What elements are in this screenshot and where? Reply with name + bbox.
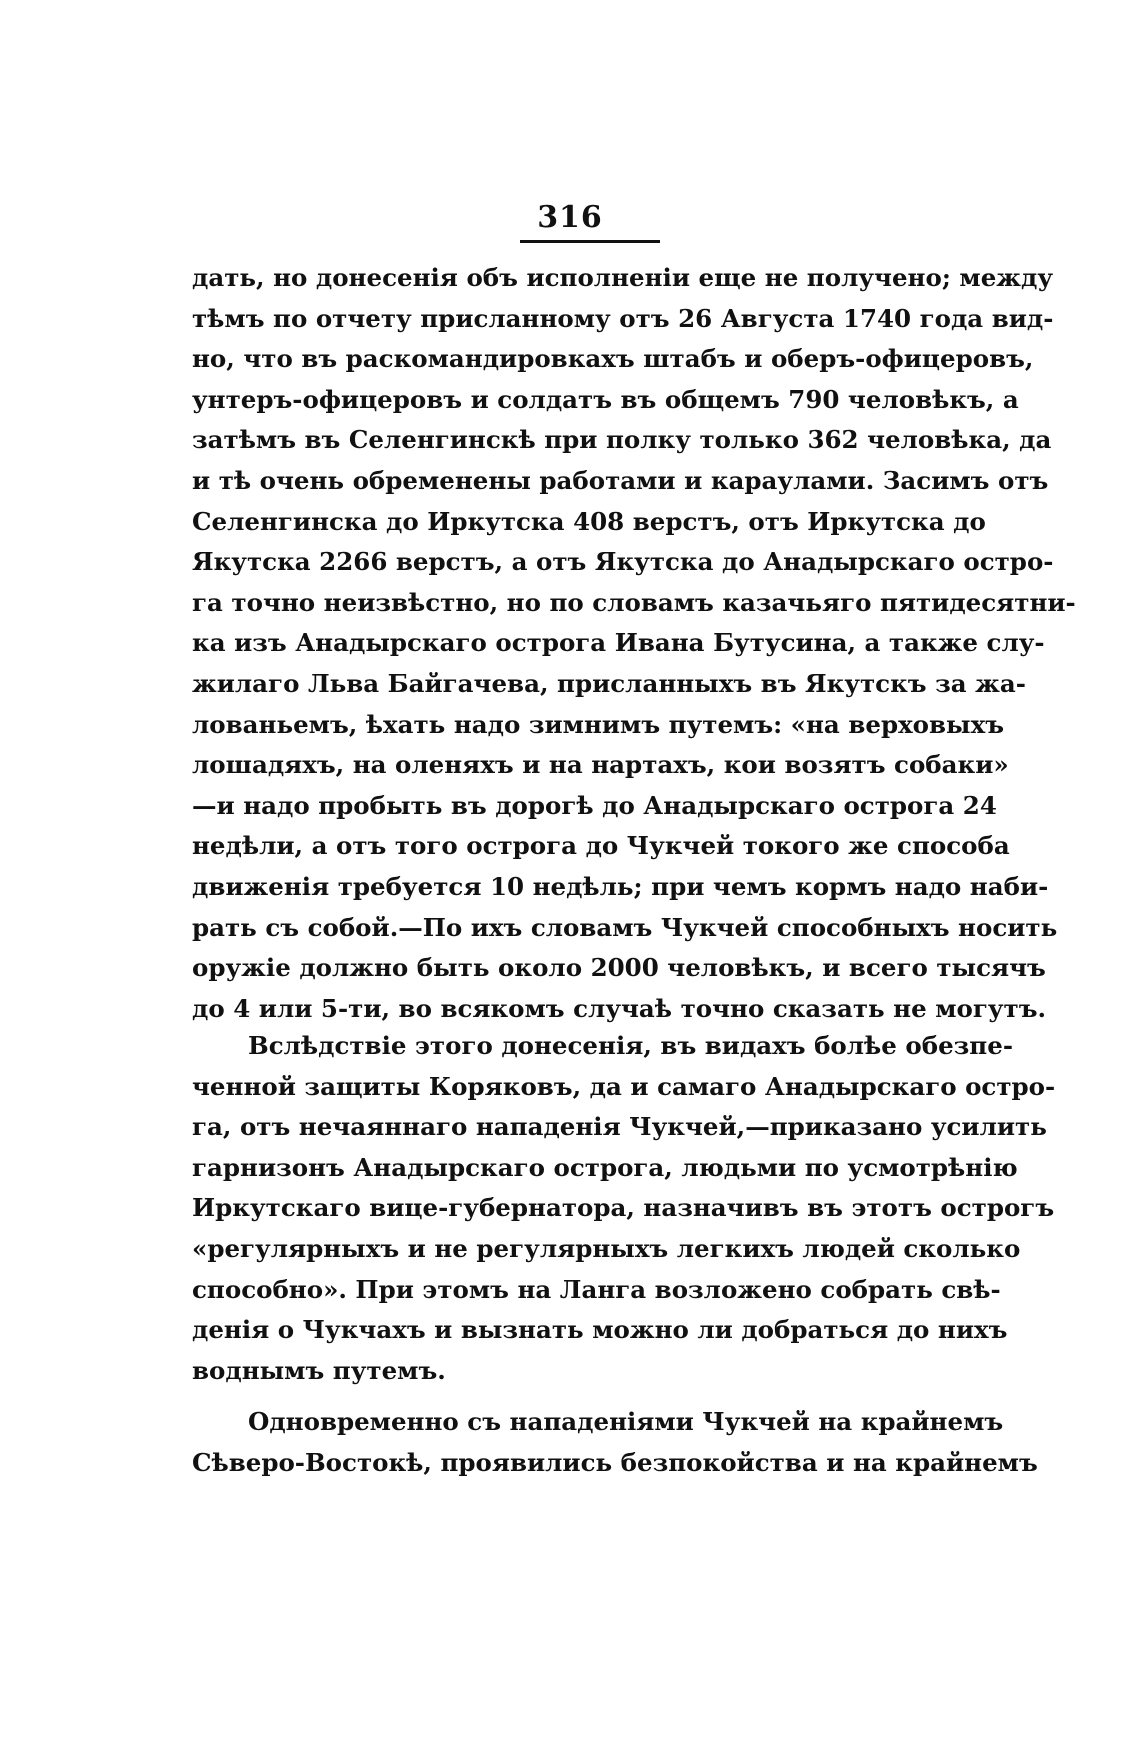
text-line: движенія требуется 10 недѣль; при чемъ кормъ надо наби- (192, 871, 1049, 901)
text-line: затѣмъ въ Селенгинскѣ при полку только 362 человѣка, да (192, 425, 1052, 455)
text-line: жилаго Льва Байгачева, присланныхъ въ Якутскъ за жа- (192, 668, 1026, 698)
text-line: ченной защиты Коряковъ, да и самаго Анадырскаго остро- (192, 1071, 1056, 1101)
text-line: способно». При этомъ на Ланга возложено собрать свѣ- (192, 1274, 1001, 1304)
text-line: Селенгинска до Иркутска 408 верстъ, отъ Иркутска до (192, 506, 986, 536)
text-line: оружіе должно быть около 2000 человѣкъ, и всего тысячъ (192, 953, 1046, 983)
text-line: га точно неизвѣстно, но по словамъ казачьяго пятидесятни- (192, 587, 1076, 617)
text-line: га, отъ нечаяннаго нападенія Чукчей,—приказано усилить (192, 1112, 1047, 1142)
text-line: и тѣ очень обременены работами и караулами. Засимъ отъ (192, 465, 1049, 495)
text-line: гарнизонъ Анадырскаго острога, людьми по усмотрѣнію (192, 1152, 1018, 1182)
text-line: ка изъ Анадырскаго острога Ивана Бутусина, а также слу- (192, 628, 1045, 658)
text-line: воднымъ путемъ. (192, 1355, 446, 1385)
text-line: дать, но донесенія объ исполненіи еще не получено; между (192, 263, 1054, 292)
text-line: до 4 или 5-ти, во всякомъ случаѣ точно сказать не могутъ. (192, 993, 1047, 1023)
text-line: рать съ собой.—По ихъ словамъ Чукчей способныхъ носить (192, 912, 1058, 942)
paragraph-1 (192, 258, 1076, 1029)
text-line: лошадяхъ, на оленяхъ и на нартахъ, кои возятъ собаки» (192, 750, 1009, 780)
page-number: 316 (537, 200, 603, 235)
text-line: но, что въ раскомандировкахъ штабъ и оберъ-офицеровъ, (192, 344, 1034, 374)
paragraph-2 (192, 1026, 1056, 1391)
text-line: «регулярныхъ и не регулярныхъ легкихъ людей сколько (192, 1233, 1021, 1263)
text-line: унтеръ-офицеровъ и солдатъ въ общемъ 790 человѣкъ, а (192, 384, 1019, 414)
header-rule (520, 240, 660, 243)
paragraph-3 (192, 1402, 1038, 1483)
text-line: —и надо пробыть въ дорогѣ до Анадырскаго острога 24 (192, 790, 997, 820)
text-line: Сѣверо-Востокѣ, проявились безпокойства и на крайнемъ (192, 1447, 1038, 1477)
text-line: тѣмъ по отчету присланному отъ 26 Августа 1740 года вид- (192, 303, 1054, 333)
text-line: лованьемъ, ѣхать надо зимнимъ путемъ: «на верховыхъ (192, 709, 1005, 739)
text-line: Одновременно съ нападеніями Чукчей на крайнемъ (248, 1407, 1004, 1436)
text-line: Якутска 2266 верстъ, а отъ Якутска до Анадырскаго остро- (192, 547, 1054, 577)
text-line: Иркутскаго вице-губернатора, назначивъ въ этотъ острогъ (192, 1193, 1055, 1223)
text-line: денія о Чукчахъ и вызнать можно ли добраться до нихъ (192, 1315, 1008, 1345)
text-line: недѣли, а отъ того острога до Чукчей токого же способа (192, 831, 1010, 861)
text-line: Вслѣдствіе этого донесенія, въ видахъ болѣе обезпе- (248, 1031, 1013, 1060)
